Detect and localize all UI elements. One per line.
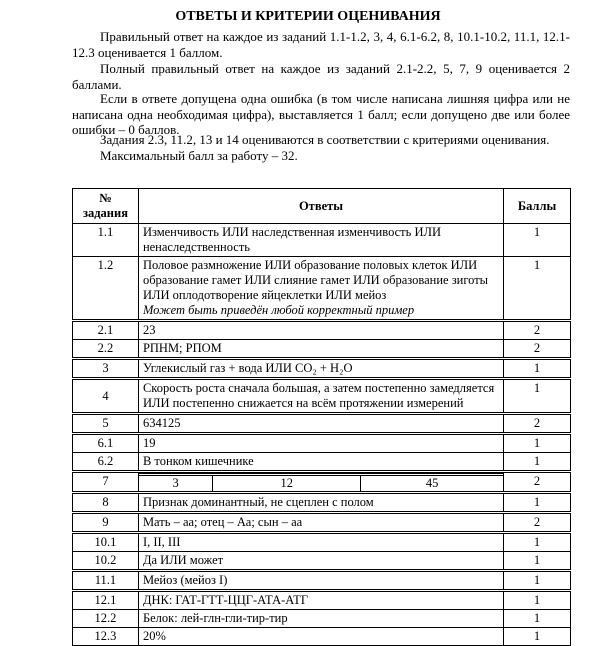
table-header-row bbox=[73, 189, 571, 224]
row-answer: Белок: лей-глн-гли-тир-тир bbox=[138, 610, 503, 628]
row-number: 12.3 bbox=[73, 628, 139, 646]
row-points: 1 bbox=[504, 493, 571, 513]
row-answer: Мейоз (мейоз I) bbox=[138, 571, 503, 591]
row-points: 1 bbox=[504, 434, 571, 453]
row-number: 1.2 bbox=[73, 257, 139, 321]
table-row bbox=[73, 571, 571, 591]
row-answer: Половое размножение ИЛИ образование половых клеток ИЛИ образование гамет ИЛИ слияние гамет ИЛИ образование зиготы ИЛИ оплодотворение яйцеклетки ИЛИ мейоз bbox=[142, 258, 489, 302]
header-task-number: № задания bbox=[73, 189, 139, 224]
paragraph-5: Максимальный балл за работу – 32. bbox=[100, 148, 298, 163]
row-answer: РПНМ; РПОМ bbox=[138, 340, 503, 359]
row-answer: Признак доминантный, не сцеплен с полом bbox=[138, 493, 503, 513]
row-number: 4 bbox=[73, 379, 139, 414]
row-points: 1 bbox=[504, 552, 571, 571]
row-number: 9 bbox=[73, 513, 139, 533]
row-number: 5 bbox=[73, 414, 139, 434]
row-number: 3 bbox=[73, 359, 139, 379]
row-points: 1 bbox=[504, 359, 571, 379]
row-answer-cell bbox=[138, 257, 503, 321]
sequence-cell: 45 bbox=[361, 475, 503, 492]
table-row bbox=[73, 224, 571, 257]
row-number: 2.2 bbox=[73, 340, 139, 359]
row-points: 1 bbox=[504, 257, 571, 321]
row-points: 2 bbox=[504, 513, 571, 533]
row-answer: ДНК: ГАТ-ГТТ-ЦЦГ-АТА-АТГ bbox=[138, 591, 503, 610]
row-number: 12.1 bbox=[73, 591, 139, 610]
row-number: 12.2 bbox=[73, 610, 139, 628]
row-answer-note: Может быть приведён любой корректный пример bbox=[142, 303, 415, 317]
row-points: 1 bbox=[504, 453, 571, 472]
row-answer: I, II, III bbox=[138, 533, 503, 552]
table-row bbox=[73, 414, 571, 434]
row-points: 1 bbox=[504, 591, 571, 610]
table-row bbox=[73, 610, 571, 628]
row-number: 6.1 bbox=[73, 434, 139, 453]
paragraph-2: Полный правильный ответ на каждое из заданий 2.1-2.2, 5, 7, 9 оценивается 2 баллами. bbox=[72, 61, 570, 92]
row-number: 10.2 bbox=[73, 552, 139, 571]
table-row bbox=[73, 257, 571, 321]
row-answer: Мать – аа; отец – Аа; сын – аа bbox=[138, 513, 503, 533]
row-answer: 634125 bbox=[138, 414, 503, 434]
row-answer: Изменчивость ИЛИ наследственная изменчивость ИЛИ ненаследственность bbox=[138, 224, 503, 257]
row-answer: В тонком кишечнике bbox=[138, 453, 503, 472]
row-points: 1 bbox=[504, 224, 571, 257]
row-number: 1.1 bbox=[73, 224, 139, 257]
row-answer: 20% bbox=[138, 628, 503, 646]
table-row bbox=[73, 340, 571, 359]
row-points: 1 bbox=[504, 379, 571, 414]
row-number: 11.1 bbox=[73, 571, 139, 591]
table-row bbox=[73, 453, 571, 472]
row-points: 1 bbox=[504, 571, 571, 591]
row-answer: Да ИЛИ может bbox=[138, 552, 503, 571]
row-answer-cells bbox=[138, 472, 503, 493]
answers-table bbox=[72, 188, 571, 646]
row-number: 7 bbox=[73, 472, 139, 493]
row-points: 1 bbox=[504, 628, 571, 646]
page-title: ОТВЕТЫ И КРИТЕРИИ ОЦЕНИВАНИЯ bbox=[175, 9, 441, 24]
row-answer: 23 bbox=[138, 321, 503, 340]
table-row bbox=[73, 552, 571, 571]
row-points: 2 bbox=[504, 414, 571, 434]
row-answer: Углекислый газ + вода ИЛИ CO₂ + H₂O bbox=[138, 359, 503, 379]
paragraph-4: Задания 2.3, 11.2, 13 и 14 оцениваются в соответствии с критериями оценивания. bbox=[100, 132, 550, 147]
table-row bbox=[73, 379, 571, 414]
answer-sequence bbox=[139, 473, 503, 491]
row-number: 6.2 bbox=[73, 453, 139, 472]
table-row bbox=[73, 628, 571, 646]
table-row bbox=[73, 472, 571, 493]
row-points: 2 bbox=[504, 340, 571, 359]
header-points: Баллы bbox=[504, 189, 571, 224]
table-row bbox=[73, 513, 571, 533]
table-row bbox=[73, 359, 571, 379]
row-points: 2 bbox=[504, 472, 571, 493]
sequence-cell: 3 bbox=[139, 475, 213, 492]
row-number: 10.1 bbox=[73, 533, 139, 552]
table-row bbox=[73, 434, 571, 453]
table-row bbox=[73, 321, 571, 340]
paragraph-1: Правильный ответ на каждое из заданий 1.1-1.2, 3, 4, 6.1-6.2, 8, 10.1-10.2, 11.1, 12.1-12.3 оценивается 1 баллом. bbox=[72, 29, 570, 60]
table-row bbox=[73, 533, 571, 552]
table-row bbox=[73, 493, 571, 513]
row-number: 2.1 bbox=[73, 321, 139, 340]
row-points: 2 bbox=[504, 321, 571, 340]
paragraph-3: Если в ответе допущена одна ошибка (в том числе написана лишняя цифра или не написана одна необходимая цифра), выставляется 1 балл; если допущено две или более ошибки – 0 баллов. bbox=[72, 91, 570, 138]
row-number: 8 bbox=[73, 493, 139, 513]
table-row bbox=[73, 591, 571, 610]
header-answers: Ответы bbox=[138, 189, 503, 224]
row-points: 1 bbox=[504, 533, 571, 552]
sequence-cell: 12 bbox=[213, 475, 361, 492]
row-answer: 19 bbox=[138, 434, 503, 453]
row-answer: Скорость роста сначала большая, а затем постепенно замедляется ИЛИ постепенно снижается на всём протяжении измерений bbox=[138, 379, 503, 414]
row-points: 1 bbox=[504, 610, 571, 628]
